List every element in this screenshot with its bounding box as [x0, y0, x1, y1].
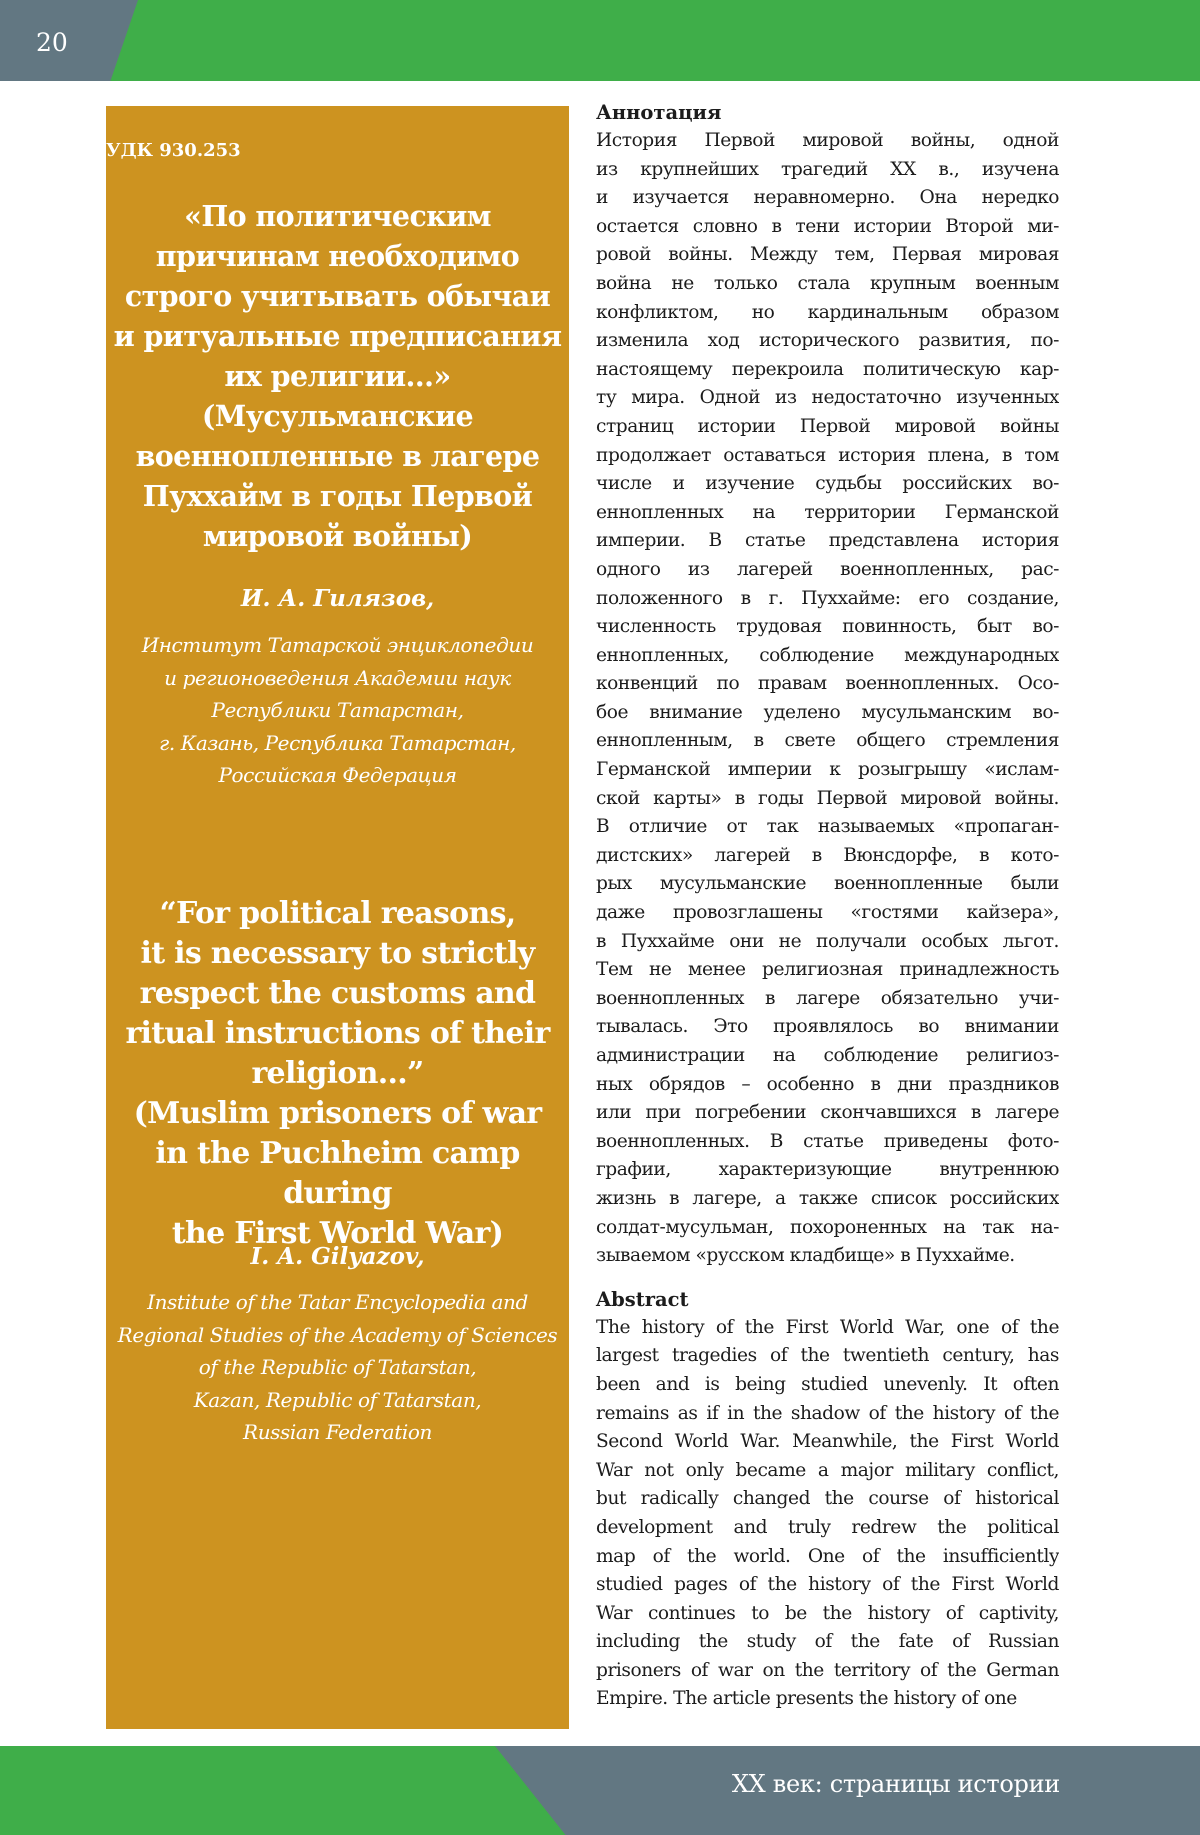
- english-title-line: “For political reasons,: [159, 896, 516, 931]
- text-line: или при погребении скончавшихся в лагере: [596, 1102, 1059, 1124]
- russian-author: И. А. Гилязов,: [240, 585, 435, 612]
- english-title-line: in the Puchheim camp during: [155, 1136, 520, 1211]
- header-bar: [0, 0, 1200, 81]
- text-line: конфликтом, но кардинальным образом: [596, 301, 1059, 323]
- text-line: but radically changed the course of historical: [596, 1488, 1059, 1510]
- abstract-column: [596, 98, 1059, 1714]
- text-line: ных обрядов – особенно в дни праздников: [596, 1073, 1059, 1095]
- russian-title-line: Пуххайм в годы Первой: [142, 479, 533, 513]
- page-number: 20: [36, 28, 68, 57]
- text-line: ровой войны. Между тем, Первая мировая: [596, 244, 1059, 266]
- text-line: изменила ход исторического развития, по-: [596, 330, 1059, 352]
- text-line: война не только стала крупным военным: [596, 272, 1059, 294]
- text-line: в Пуххайме они не получали особых льгот.: [596, 930, 1059, 952]
- text-line: настоящему перекроила политическую кар-: [596, 358, 1059, 380]
- text-line: Тем не менее религиозная принадлежность: [596, 959, 1059, 981]
- text-line: Германской империи к розыгрышу «ислам-: [596, 759, 1059, 781]
- russian-affiliation-line: Институт Татарской энциклопедии: [141, 633, 534, 657]
- english-affiliation: [106, 1286, 569, 1449]
- russian-title-line: (Мусульманские: [201, 399, 474, 433]
- text-line: положенного в г. Пуххайме: его создание,: [596, 587, 1059, 609]
- russian-affiliation-line: и регионоведения Академии наук: [164, 665, 511, 690]
- russian-affiliation-line: Российская Федерация: [218, 763, 457, 787]
- russian-title: [106, 196, 569, 556]
- text-line: map of the world. One of the insufficiently: [596, 1545, 1059, 1567]
- text-line: зываемом «русском кладбище» в Пуххайме.: [596, 1245, 1015, 1267]
- text-line: остается словно в тени истории Второй ми-: [596, 215, 1059, 237]
- text-line: тывалась. Это проявлялось во внимании: [596, 1016, 1059, 1038]
- text-line: Empire. The article presents the history of one: [596, 1688, 1017, 1710]
- text-line: графии, характеризующие внутреннюю: [596, 1159, 1059, 1181]
- russian-title-line: военнопленные в лагере: [135, 439, 540, 473]
- text-line: еннопленных, соблюдение международных: [596, 644, 1059, 666]
- text-line: рых мусульманские военнопленные были: [596, 873, 1059, 895]
- text-line: военнопленных. В статье приведены фото-: [596, 1130, 1059, 1152]
- english-affiliation-line: Russian Federation: [243, 1420, 432, 1444]
- english-title-line: it is necessary to strictly: [140, 936, 535, 971]
- text-line: including the study of the fate of Russian: [596, 1631, 1059, 1653]
- text-line: been and is being studied unevenly. It often: [596, 1373, 1059, 1395]
- russian-title-line: «По политическим: [184, 199, 491, 233]
- text-line: Second World War. Meanwhile, the First World: [596, 1431, 1059, 1453]
- text-line: империи. В статье представлена история: [596, 530, 1059, 552]
- russian-affiliation-line: г. Казань, Республика Татарстан,: [159, 730, 516, 755]
- english-title-line: respect the customs and: [139, 976, 536, 1011]
- english-title-line: religion...”: [251, 1056, 424, 1091]
- annotation-heading: Аннотация: [596, 101, 722, 124]
- text-line: военнопленных в лагере обязательно учи-: [596, 987, 1059, 1009]
- text-line: администрации на соблюдение религиоз-: [596, 1045, 1059, 1066]
- text-line: страниц истории Первой мировой войны: [596, 415, 1059, 437]
- text-line: бое внимание уделено мусульманским во-: [596, 701, 1059, 723]
- russian-title-line: и ритуальные предписания: [113, 319, 562, 353]
- abstract-text: [596, 1314, 1059, 1714]
- english-affiliation-line: Regional Studies of the Academy of Sciences: [117, 1322, 558, 1347]
- text-line: дистских» лагерей в Вюнсдорфе, в кото-: [596, 844, 1059, 866]
- text-line: War not only became a major military conflict,: [596, 1459, 1059, 1481]
- text-line: ской карты» в годы Первой мировой войны.: [596, 787, 1059, 809]
- text-line: В отличие от так называемых «пропаган-: [596, 816, 1059, 838]
- text-line: численность трудовая повинность, быт во-: [596, 616, 1059, 638]
- annotation-text: [596, 127, 1059, 1271]
- english-title: [106, 894, 569, 1254]
- english-affiliation-line: Kazan, Republic of Tatarstan,: [193, 1387, 482, 1412]
- text-line: и изучается неравномерно. Она нередко: [596, 187, 1059, 209]
- title-panel: [106, 106, 569, 1729]
- russian-title-line: строго учитывать обычаи: [124, 279, 551, 313]
- text-line: конвенций по правам военнопленных. Осо-: [596, 673, 1059, 695]
- russian-affiliation-line: Республики Татарстан,: [211, 698, 464, 722]
- text-line: жизнь в лагере, а также список российских: [596, 1187, 1059, 1209]
- english-author: I. A. Gilyazov,: [250, 1243, 425, 1270]
- text-line: числе и изучение судьбы российских во-: [596, 473, 1059, 495]
- journal-title: XX век: страницы истории: [731, 1770, 1060, 1798]
- udk-code: УДК 930.253: [106, 140, 241, 161]
- russian-title-line: причинам необходимо: [155, 239, 520, 273]
- abstract-heading: Abstract: [596, 1287, 689, 1311]
- text-line: еннопленным, в свете общего стремления: [596, 730, 1059, 752]
- russian-title-line: их религии…»: [224, 359, 451, 393]
- text-line: The history of the First World War, one of the: [596, 1316, 1059, 1338]
- text-line: еннопленных на территории Германской: [596, 501, 1059, 523]
- russian-affiliation: [106, 629, 569, 792]
- english-affiliation-line: Institute of the Tatar Encyclopedia and: [147, 1290, 528, 1314]
- text-line: ту мира. Одной из недостаточно изученных: [596, 387, 1059, 409]
- text-line: remains as if in the shadow of the history of the: [596, 1402, 1059, 1424]
- text-line: prisoners of war on the territory of the German: [596, 1659, 1059, 1681]
- english-title-line: the First World War): [171, 1216, 504, 1251]
- russian-title-line: мировой войны): [202, 519, 473, 553]
- text-line: War continues to be the history of captivity,: [596, 1602, 1059, 1624]
- text-line: продолжает оставаться история плена, в том: [596, 444, 1059, 466]
- text-line: солдат-мусульман, похороненных на так на-: [596, 1216, 1059, 1238]
- text-line: одного из лагерей военнопленных, рас-: [596, 558, 1059, 580]
- text-line: История Первой мировой войны, одной: [596, 130, 1059, 151]
- english-title-line: (Muslim prisoners of war: [133, 1096, 542, 1131]
- english-title-line: ritual instructions of their: [125, 1016, 550, 1051]
- english-affiliation-line: of the Republic of Tatarstan,: [198, 1355, 477, 1379]
- text-line: studied pages of the history of the First World: [596, 1574, 1059, 1596]
- text-line: даже провозглашены «гостями кайзера»,: [596, 902, 1059, 924]
- text-line: development and truly redrew the political: [596, 1516, 1059, 1538]
- text-line: largest tragedies of the twentieth century, has: [596, 1345, 1059, 1367]
- text-line: из крупнейших трагедий XX в., изучена: [596, 158, 1059, 180]
